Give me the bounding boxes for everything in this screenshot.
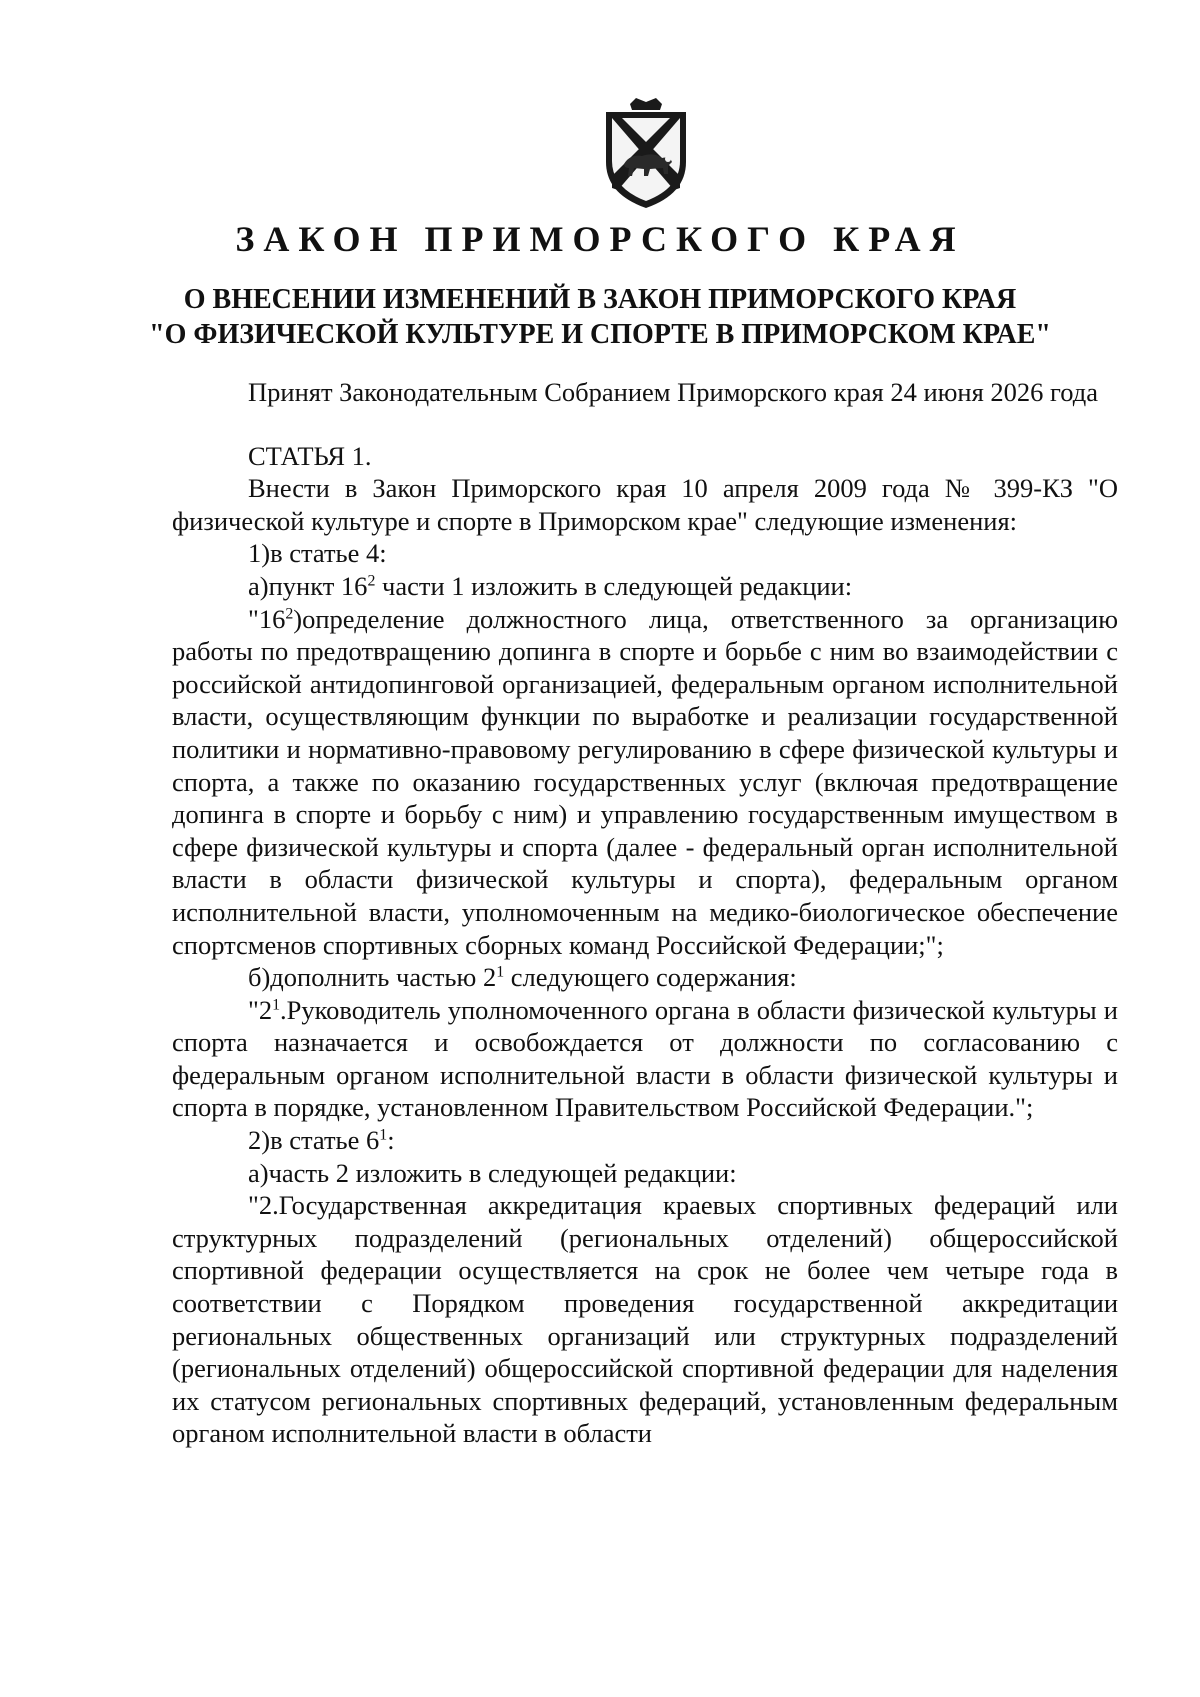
- item-1b: б)дополнить частью $2^1$ следующего содержания:: [248, 962, 797, 993]
- quote-part-2: "2.Государственная аккредитация краевых спортивных федераций или структурных подразделений (региональных отделений) общероссийской спортивной федерации осуществляется на срок не более чем четыре года в соответствии с Порядком проведения государственной аккредитации региональных общественных организаций или структурных подразделений (региональных отделений) общероссийской спортивной федерации для наделения их статусом региональных спортивных федераций, установленным федеральным органом исполнительной власти в области: [172, 1190, 1118, 1449]
- quote-16-2: "$16^2)определение$ должностного лица, ответственного за организацию работы по предотвращению допинга в спорте и борьбе с ним во взаимодействии с российской антидопинговой организацией, федеральным органом исполнительной власти, осуществляющим функции по выработке и реализации государственной политики и нормативно-правовому регулированию в сфере физической культуры и спорта, а также по оказанию государственных услуг (включая предотвращение допинга в спорте и борьбу с ним) и управлению государственным имуществом в сфере физической культуры и спорта (далее - федеральный орган исполнительной власти в области физической культуры и спорта), федеральным органом исполнительной власти, уполномоченным на медико-биологическое обеспечение спортсменов спортивных сборных команд Российской Федерации;";: [172, 603, 1118, 960]
- item-1a: а)пункт $16^2$ части 1 изложить в следующей редакции:: [248, 570, 853, 601]
- law-subtitle: [0, 282, 1200, 352]
- item-1: 1)в статье 4:: [248, 538, 387, 569]
- quote-2-1: "$2^1.Руководитель$ уполномоченного органа в области физической культуры и спорта назначается и освобождается от должности по согласованию с федеральным органом исполнительной власти в области физической культуры и спорта в порядке, установленном Правительством Российской Федерации.";: [172, 994, 1118, 1123]
- document-body: [172, 376, 1118, 1450]
- item-2: 2)в статье $6^1$:: [248, 1125, 395, 1156]
- coat-of-arms-icon: [600, 98, 692, 210]
- law-title: ЗАКОН ПРИМОРСКОГО КРАЯ: [235, 219, 965, 259]
- article-heading: СТАТЬЯ 1.: [248, 440, 372, 471]
- law-subtitle-line-1: О ВНЕСЕНИИ ИЗМЕНЕНИЙ В ЗАКОН ПРИМОРСКОГО КРАЯ: [183, 284, 1017, 315]
- adoption-note: Принят Законодательным Собранием Приморского края 24 июня 2026 года: [248, 377, 1098, 407]
- article-intro: Внести в Закон Приморского края 10 апреля 2009 года № 399-КЗ "О физической культуре и спорте в Приморском крае" следующие изменения:: [172, 473, 1118, 536]
- item-2a: а)часть 2 изложить в следующей редакции:: [248, 1157, 737, 1188]
- law-subtitle-line-2: "О ФИЗИЧЕСКОЙ КУЛЬТУРЕ И СПОРТЕ В ПРИМОРСКОМ КРАЕ": [149, 319, 1051, 350]
